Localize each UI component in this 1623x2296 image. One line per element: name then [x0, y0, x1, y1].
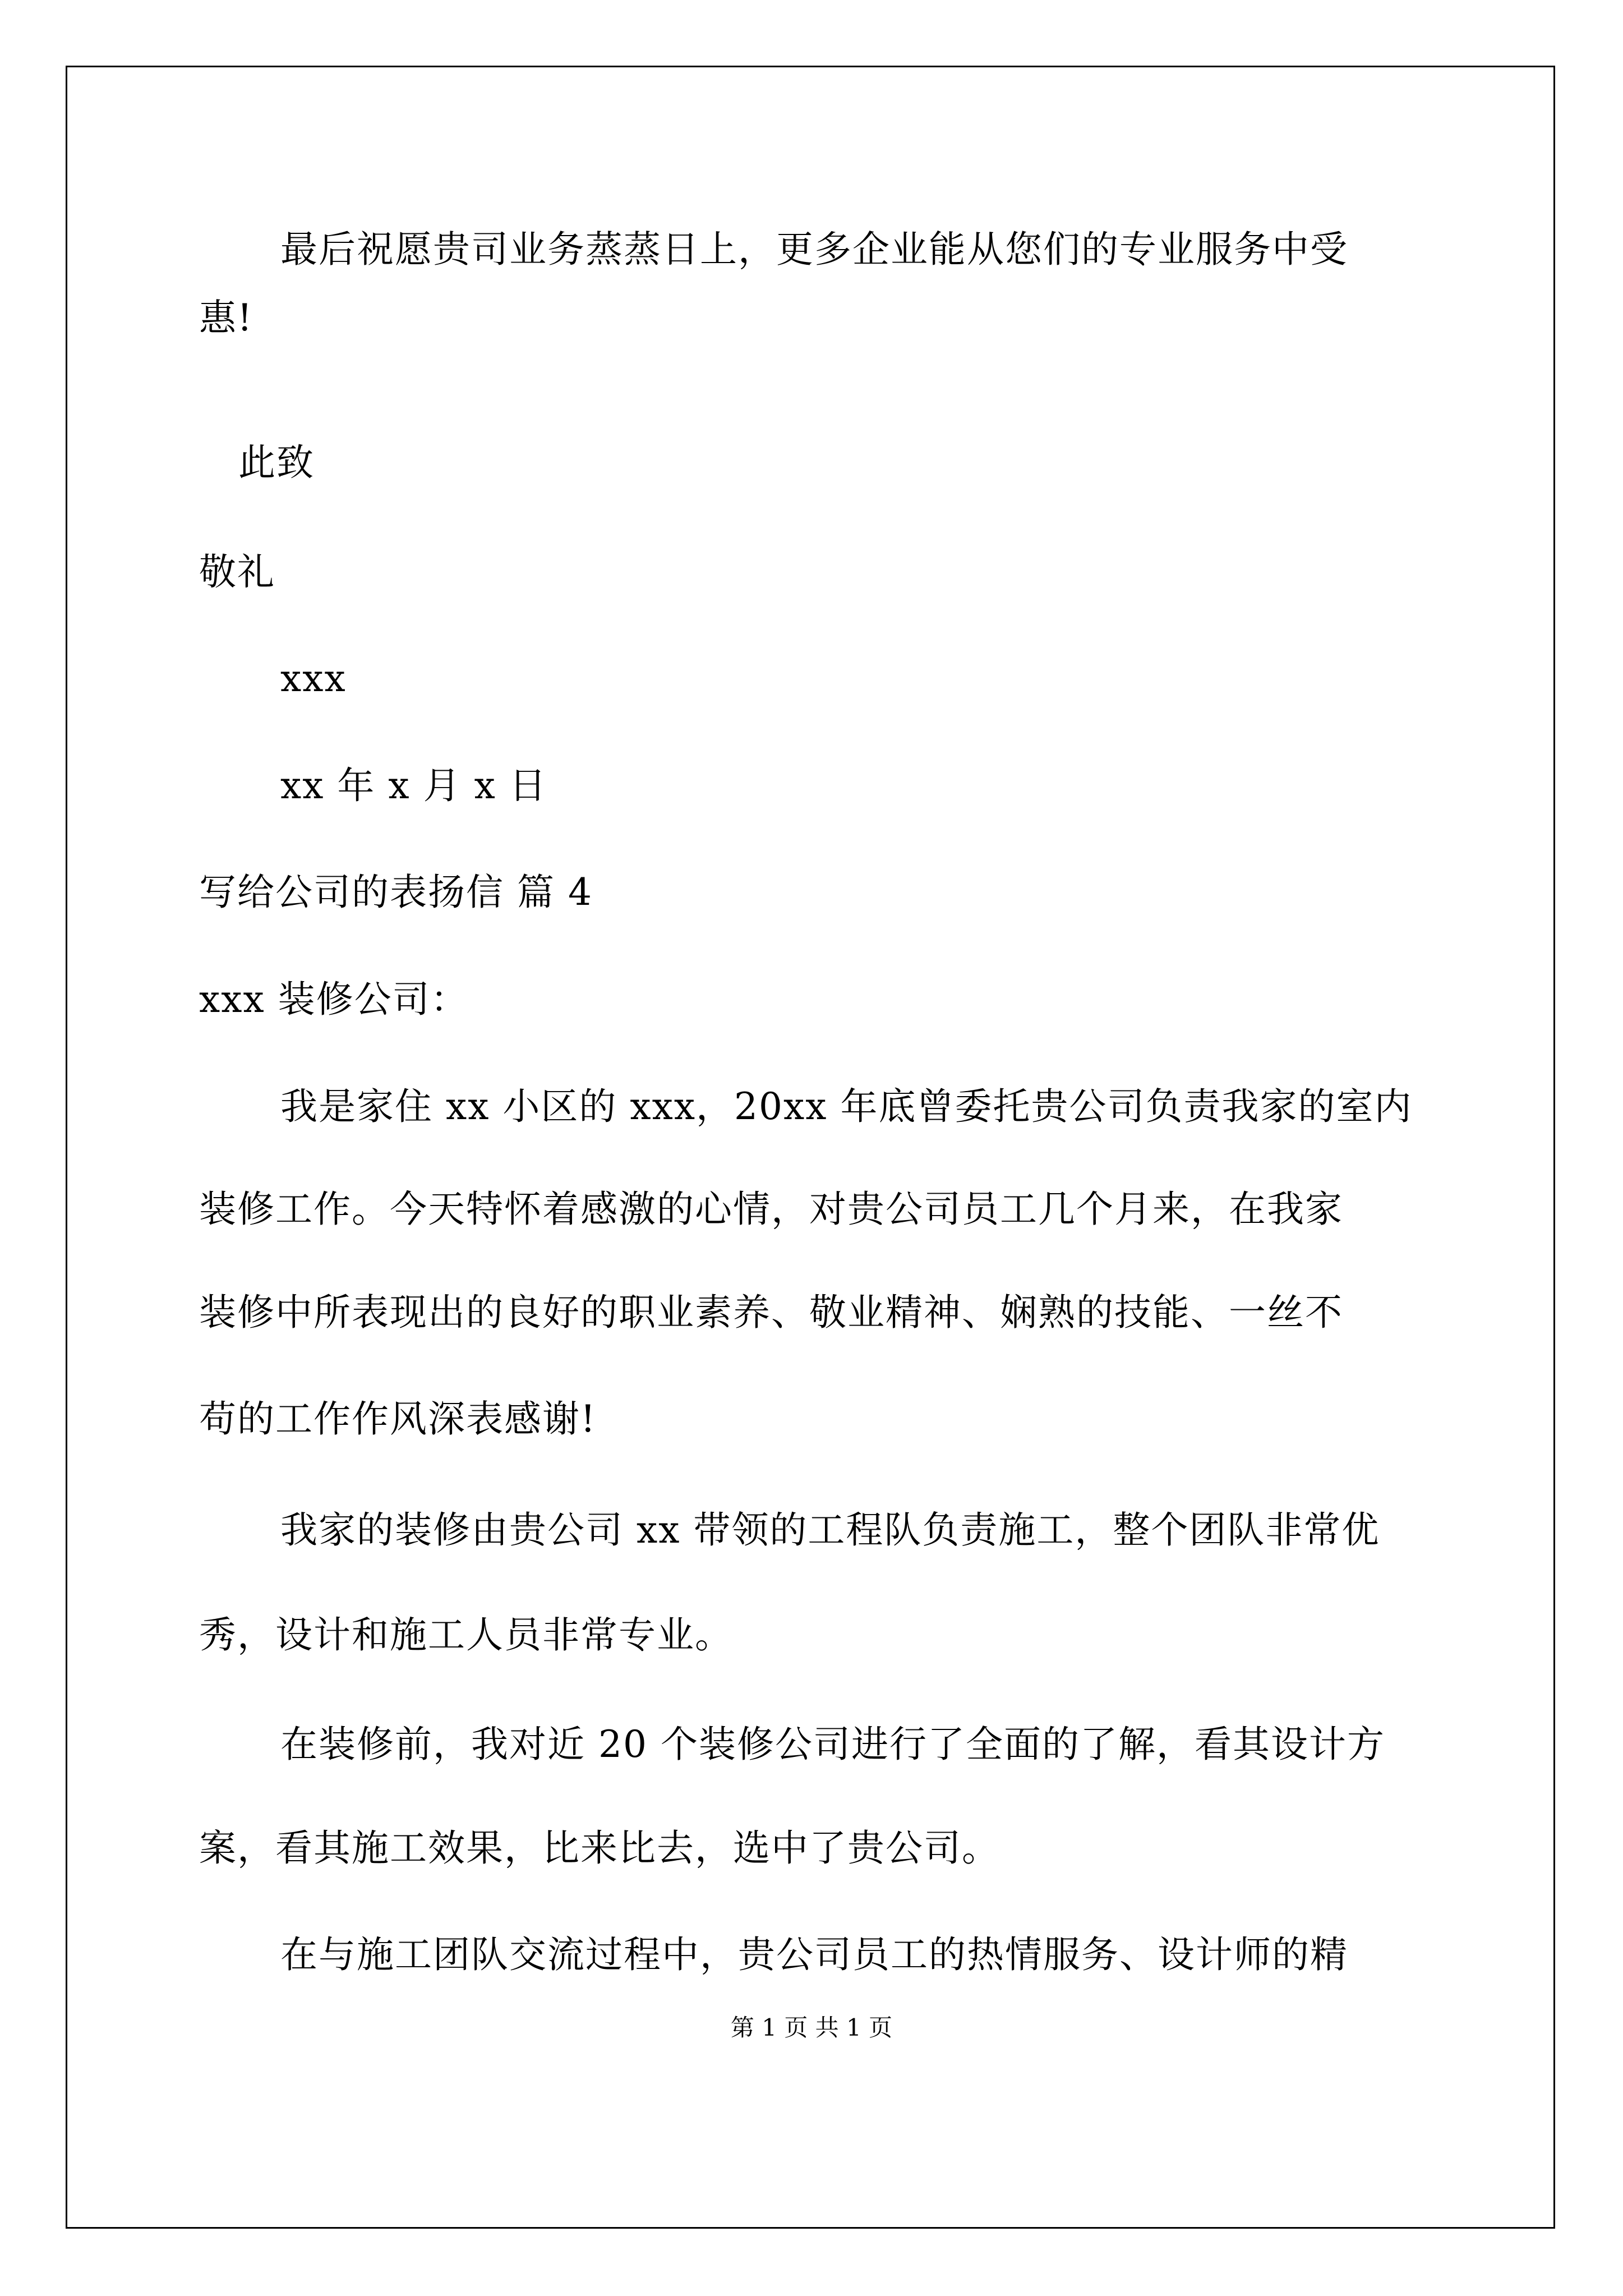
closing-regards: 敬礼 — [199, 550, 275, 593]
signature-name: xxx — [280, 657, 347, 700]
closing-salutation: 此致 — [238, 441, 315, 484]
body-line: 在装修前，我对近 20 个装修公司进行了全面的了解，看其设计方 — [280, 1723, 1385, 1766]
body-line: 苟的工作作风深表感谢! — [199, 1397, 597, 1441]
body-line: 惠! — [199, 296, 253, 339]
section-heading: 写给公司的表扬信 篇 4 — [199, 871, 593, 914]
body-line: 装修中所表现出的良好的职业素养、敬业精神、娴熟的技能、一丝不 — [199, 1291, 1343, 1334]
body-line: 秀，设计和施工人员非常专业。 — [199, 1613, 733, 1657]
body-line: 在与施工团队交流过程中，贵公司员工的热情服务、设计师的精 — [280, 1933, 1348, 1976]
body-line: 装修工作。今天特怀着感激的心情，对贵公司员工几个月来，在我家 — [199, 1188, 1343, 1231]
body-line: 最后祝愿贵司业务蒸蒸日上，更多企业能从您们的专业服务中受 — [280, 228, 1348, 271]
letter-recipient: xxx 装修公司： — [199, 978, 469, 1021]
page-border — [66, 66, 1555, 2229]
body-line: 我家的装修由贵公司 xx 带领的工程队负责施工，整个团队非常优 — [280, 1508, 1380, 1552]
body-line: 我是家住 xx 小区的 xxx，20xx 年底曾委托贵公司负责我家的室内 — [280, 1085, 1413, 1128]
signature-date: xx 年 x 月 x 日 — [280, 764, 547, 807]
body-line: 案，看其施工效果，比来比去，选中了贵公司。 — [199, 1826, 1000, 1870]
page-footer: 第 1 页 共 1 页 — [730, 2014, 893, 2041]
